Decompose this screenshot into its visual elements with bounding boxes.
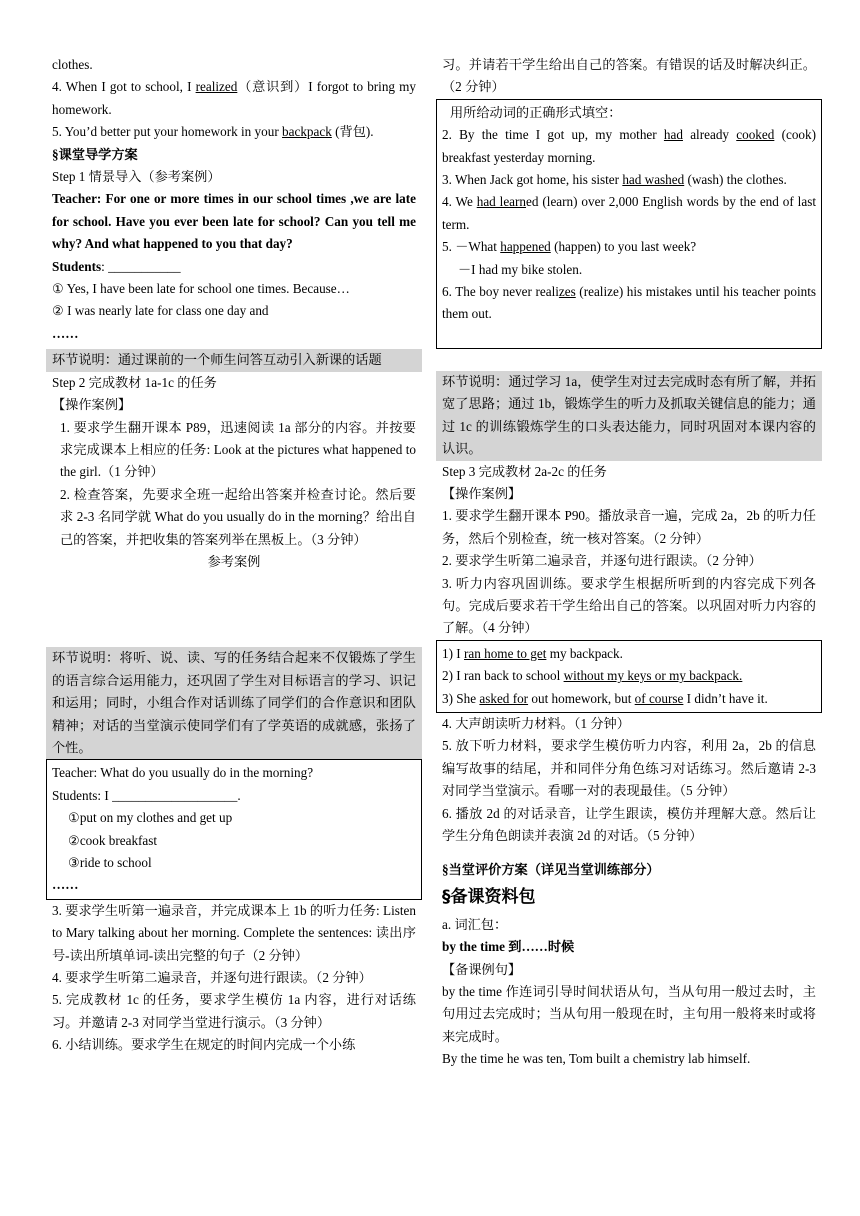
op-case-label: 【操作案例】 [442, 485, 522, 501]
answer: asked for [479, 690, 529, 706]
exercise-2 [442, 124, 816, 169]
listen-item-4: 4. 大声朗读听力材料。（1 分钟） [442, 715, 630, 731]
answer-realized: realized [195, 79, 238, 95]
note-box-3: 环节说明：通过学习 1a，使学生对过去完成时态有所了解，并拓宽了思路；通过 1b，锻炼学生的听力及抓取关键信息的能力；通过 1c 的训练锻炼学生的口头表达能力，同时巩固对本课内容的认识。 [436, 371, 822, 461]
listen-item-6: 6. 播放 2d 的对话录音，让学生跟读，模仿并理解大意。然后让学生分角色朗读并表演 2d 的对话。（5 分钟） [442, 805, 816, 843]
listen-item-2: 2. 要求学生听第二遍录音，并逐句进行跟读。（2 分钟） [442, 553, 762, 569]
answer: happened [500, 239, 551, 255]
ref-case-label: 参考案例 [207, 553, 261, 569]
op-item-2: 2. 检查答案，先要求全班一起给出答案并检查讨论。然后要求 2-3 名同学就 What do you usually do in the morning？给出自己的答案，并把收集的答案列举在黑板上。（3 分钟） [60, 486, 416, 547]
text: 3) She [442, 690, 480, 706]
box-students: Students: I ___________________. [52, 787, 241, 803]
line-clothes: clothes. [52, 57, 93, 72]
example-explanation: by the time 作连词引导时间状语从句，当从句用一般过去时，主句用过去完成时；当从句用一般现在时，主句用一般将来时或将来完成时。 [442, 984, 816, 1044]
step1-heading: Step 1 情景导入（参考案例） [52, 169, 221, 185]
exercise-4 [442, 191, 816, 236]
text: (cook) breakfast yesterday morning. [442, 127, 816, 165]
note-box-1: 环节说明：通过课前的一个师生问答互动引入新课的话题 [46, 349, 422, 371]
ellipsis: …… [52, 325, 79, 341]
text: (realize) his mistakes until his teacher points them out. [442, 284, 817, 322]
text: already [682, 127, 737, 143]
exercise-5-reply: －I had my bike stolen. [458, 261, 583, 277]
text: out homework, but [528, 690, 635, 706]
box-teacher: Teacher: What do you usually do in the morning? [52, 765, 314, 781]
op-item-4: 4. 要求学生听第二遍录音，并逐句进行跟读。（2 分钟） [52, 970, 372, 986]
text: （意识到）I forgot to bring my homework. [52, 79, 416, 117]
answer-backpack: backpack [282, 124, 332, 140]
text: (wash) the clothes. [684, 172, 787, 188]
student-answer-1: ① Yes, I have been late for school one times. Because… [52, 281, 350, 297]
exercise-box [436, 99, 822, 349]
op-case-label: 【操作案例】 [52, 397, 132, 413]
section-title-evaluation: §当堂评价方案（详见当堂训练部分） [442, 862, 660, 878]
student-answer-2: ② I was nearly late for class one day and [52, 303, 269, 319]
text: 1) I [442, 645, 464, 661]
op-item-1: 1. 要求学生翻开课本 P89，迅速阅读 1a 部分的内容。并按要求完成课本上相应的任务: Look at the pictures what happened to the girl.（1 分钟） [60, 419, 416, 480]
answer: cooked [736, 127, 775, 143]
step2-heading: Step 2 完成教材 1a-1c 的任务 [52, 374, 217, 390]
answer: had learn [476, 194, 527, 210]
step3-heading: Step 3 完成教材 2a-2c 的任务 [442, 463, 607, 479]
answer: ran home to get [463, 645, 547, 661]
box-ellipsis: …… [52, 877, 79, 893]
example-sentence: By the time he was ten, Tom built a chemistry lab himself. [442, 1051, 751, 1067]
exercise-6 [442, 281, 816, 326]
box-item-2: ②cook breakfast [68, 832, 158, 848]
text: 5. You’d better put your homework in your [52, 124, 283, 140]
answer: had washed [622, 172, 685, 188]
left-column [52, 54, 416, 1057]
op-item-6: 6. 小结训练。要求学生在规定的时间内完成一个小练 [52, 1037, 356, 1053]
listen-item-1: 1. 要求学生翻开课本 P90。播放录音一遍，完成 2a，2b 的听力任务，然后个别检查，统一核对答案。（2 分钟） [442, 508, 816, 546]
listen-item-3: 3. 听力内容巩固训练。要求学生根据所听到的内容完成下列各句。完成后要求若干学生给出自己的答案。以巩固对听力内容的了解。（4 分钟） [442, 575, 816, 636]
exercise-3 [442, 169, 816, 191]
answer: had [663, 127, 683, 143]
vocab-phrase: by the time 到……时候 [442, 939, 575, 955]
section-title-resources: §备课资料包 [442, 886, 536, 907]
continued-text: 习。并请若干学生给出自己的答案。有错误的话及时解决纠正。（2 分钟） [442, 57, 816, 95]
exercise-5 [442, 236, 816, 258]
note-box-2: 环节说明：将听、说、读、写的任务结合起来不仅锻炼了学生的语言综合运用能力，还巩固了学生对目标语言的学习、识记和运用；同时，小组合作对话训练了同学们的合作意识和团队精神；对话的当堂演示使同学们有了学英语的成就感，张扬了个性。 [46, 647, 422, 759]
answer: of course [634, 690, 684, 706]
text: 6. The boy never reali [442, 284, 559, 300]
op-item-5: 5. 完成教材 1c 的任务，要求学生模仿 1a 内容，进行对话练习。并邀请 2-3 对同学当堂进行演示。（3 分钟） [52, 992, 416, 1030]
text: 4. When I got to school, I [52, 79, 196, 95]
listen-answer-2 [442, 665, 816, 687]
box-item-3: ③ride to school [68, 855, 152, 870]
section-title-guide: §课堂导学方案 [52, 146, 138, 162]
vocab-label: a. 词汇包： [442, 916, 508, 932]
sentence-4 [52, 76, 416, 121]
listen-answer-3 [442, 688, 816, 710]
teacher-prompt [52, 188, 416, 255]
right-column [442, 54, 816, 1071]
teacher-label: Teacher: [52, 191, 102, 207]
students-blank: : ___________ [101, 258, 181, 274]
text: 2) I ran back to school [442, 668, 564, 684]
text: my backpack. [546, 645, 623, 661]
listen-answer-1 [442, 643, 816, 665]
text: (happen) to you last week? [550, 239, 697, 255]
text: I didn’t have it. [683, 690, 768, 706]
dialogue-box [46, 759, 422, 899]
students-line [52, 256, 416, 278]
op-item-3: 3. 要求学生听第一遍录音，并完成课本上 1b 的听力任务: Listen to Mary talking about her morning. Complete the sentences: 读出序号-读出所填单词-读出完整的句子（2 分钟） [52, 902, 416, 963]
answer: zes [558, 284, 576, 300]
listen-item-5: 5. 放下听力材料，要求学生模仿听力内容，利用 2a，2b 的信息编写故事的结尾，并和同伴分角色练习对话练习。然后邀请 2-3 对同学当堂演示。看哪一对的表现最佳。（5 分钟） [442, 738, 816, 799]
text: ed (learn) over 2,000 English words by the end of last term. [442, 194, 816, 232]
answer: without my keys or my backpack. [563, 668, 743, 684]
text: 3. When Jack got home, his sister [442, 172, 623, 188]
sentence-5 [52, 121, 416, 143]
text: 5. －What [442, 239, 501, 255]
blank-space [52, 573, 416, 647]
example-title: 【备课例句】 [442, 961, 522, 977]
students-label: Students [52, 258, 102, 274]
text: 2. By the time I got up, my mother [442, 127, 664, 143]
teacher-text: For one or more times in our school times ,we are late for school. Have you ever been late for school? Can you tell me why? And what happened to you that day? [52, 191, 416, 252]
exercise-title: 用所给动词的正确形式填空： [450, 104, 622, 120]
text: 4. We [442, 194, 477, 210]
box-item-1: ①put on my clothes and get up [68, 810, 233, 826]
text: (背包). [331, 124, 374, 140]
listening-box [436, 640, 822, 713]
